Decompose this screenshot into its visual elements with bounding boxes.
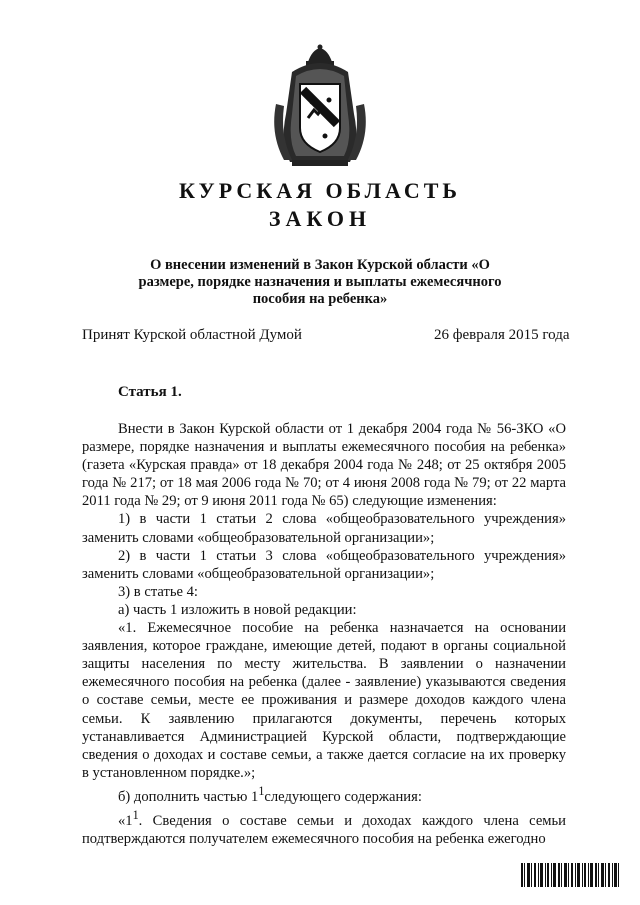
paragraph: 3) в статье 4:: [118, 583, 198, 600]
paragraph: 2) в части 1 статьи 3 слова «общеобразовательного учреждения» заменить словами «общеобразовательной организации»;: [82, 547, 566, 582]
adoption-body: Принят Курской областной Думой: [82, 327, 302, 343]
coat-of-arms-icon: [262, 44, 378, 172]
superscript: 1: [258, 783, 265, 798]
paragraph: [82, 806, 566, 848]
article-heading: Статья 1.: [118, 384, 182, 400]
paragraph: а) часть 1 изложить в новой редакции:: [118, 601, 357, 618]
paragraph: 1) в части 1 статьи 2 слова «общеобразовательного учреждения» заменить словами «общеобразовательной организации»;: [82, 511, 566, 546]
paragraph: [82, 782, 566, 806]
paragraph: «1. Ежемесячное пособие на ребенка назначается на основании заявления, которое граждане, имеющие детей, подают в органы социальной защиты населения по месту жительства. В заявлении о назначении ежемесячного пособия на ребенка (далее - заявление) указываются сведения о составе семьи, месте ее проживания и размере доходов каждого члена семьи. К заявлению прилагаются документы, перечень которых устанавливается Администрацией Курской области, подтверждающие сведения о доходах и составе семьи, а также дается согласие на их проверку в установленном порядке.»;: [82, 620, 566, 781]
paragraph-text: «1: [118, 812, 133, 829]
paragraph-text: . Сведения о составе семьи и доходах каждого члена семьи подтверждаются получателем ежемесячного пособия на ребенка ежегодно: [82, 812, 566, 847]
document-title: О внесении изменений в Закон Курской области «О размере, порядке назначения и выплаты ежемесячного пособия на ребенка»: [138, 257, 502, 307]
region-heading: КУРСКАЯ ОБЛАСТЬ: [179, 178, 461, 203]
paragraph-text: следующего содержания:: [264, 788, 422, 805]
adoption-date: 26 февраля 2015 года: [434, 327, 570, 343]
paragraph-text: б) дополнить частью 1: [118, 788, 259, 805]
barcode-icon: [520, 862, 620, 888]
article-body: [82, 420, 566, 848]
paragraph: Внести в Закон Курской области от 1 декабря 2004 года № 56-ЗКО «О размере, порядке назначения и выплаты ежемесячного пособия на ребенка» (газета «Курская правда» от 18 декабря 2004 года № 248; от 25 октября 2005 года № 217; от 18 мая 2006 года № 70; от 4 июня 2008 года № 79; от 22 марта 2011 года № 29; от 9 июня 2011 года № 65) следующие изменения:: [82, 421, 566, 510]
document-type-heading: ЗАКОН: [268, 206, 372, 231]
superscript: 1: [132, 807, 139, 822]
